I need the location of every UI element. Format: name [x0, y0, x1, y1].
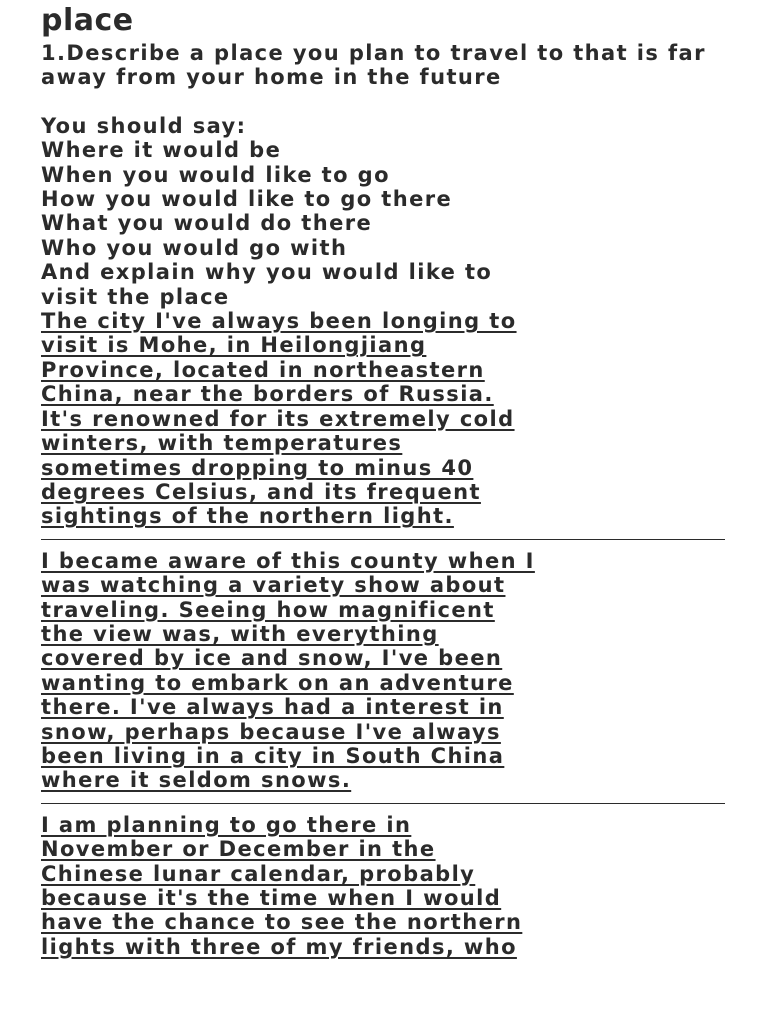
prompt-list	[41, 114, 731, 309]
prompt-line: Who you would go with	[41, 235, 348, 260]
answer-line: winters, with temperatures	[41, 431, 403, 456]
answer-line: sightings of the northern light.	[41, 504, 454, 529]
answer-line: visit is Mohe, in Heilongjiang	[41, 333, 427, 358]
paragraph-divider	[41, 539, 725, 540]
prompt-line: Where it would be	[41, 138, 282, 163]
answer-line: was watching a variety show about	[41, 573, 506, 598]
prompt-line: And explain why you would like to	[41, 260, 493, 285]
answer-line: degrees Celsius, and its frequent	[41, 479, 481, 504]
answer-line: November or December in the	[41, 837, 436, 862]
paragraph-divider	[41, 803, 725, 804]
answer-line: It's renowned for its extremely cold	[41, 406, 515, 431]
answer-line: lights with three of my friends, who	[41, 934, 517, 959]
document	[41, 0, 731, 959]
prompt-line: What you would do there	[41, 211, 373, 236]
answer-line: China, near the borders of Russia.	[41, 382, 494, 407]
answer-paragraph-1	[41, 309, 731, 529]
answer-line: Chinese lunar calendar, probably	[41, 861, 476, 886]
question-text: 1.Describe a place you plan to travel to that is far away from your home in the future	[41, 41, 706, 90]
answer-line: sometimes dropping to minus 40	[41, 455, 474, 480]
answer-line: I became aware of this county when I	[41, 548, 535, 573]
answer-line: the view was, with everything	[41, 621, 439, 646]
answer-line: The city I've always been longing to	[41, 309, 517, 334]
answer-line: Province, located in northeastern	[41, 357, 485, 382]
page-title: place	[41, 3, 134, 38]
answer-line: have the chance to see the northern	[41, 910, 523, 935]
answer-line: covered by ice and snow, I've been	[41, 646, 503, 671]
answer-paragraph-2	[41, 549, 731, 793]
answer-line: there. I've always had a interest in	[41, 695, 504, 720]
answer-line: because it's the time when I would	[41, 886, 502, 910]
answer-line: I am planning to go there in	[41, 812, 412, 837]
answer-line: been living in a city in South China	[41, 743, 505, 768]
answer-paragraph-3	[41, 813, 731, 959]
answer-line: traveling. Seeing how magnificent	[41, 597, 495, 622]
prompt-line: When you would like to go	[41, 162, 390, 187]
answer-line: where it seldom snows.	[41, 768, 352, 793]
prompt-line: visit the place	[41, 284, 230, 309]
prompt-line: You should say:	[41, 113, 247, 138]
answer-line: snow, perhaps because I've always	[41, 719, 501, 744]
prompt-line: How you would like to go there	[41, 187, 453, 212]
answer-line: wanting to embark on an adventure	[41, 670, 514, 695]
